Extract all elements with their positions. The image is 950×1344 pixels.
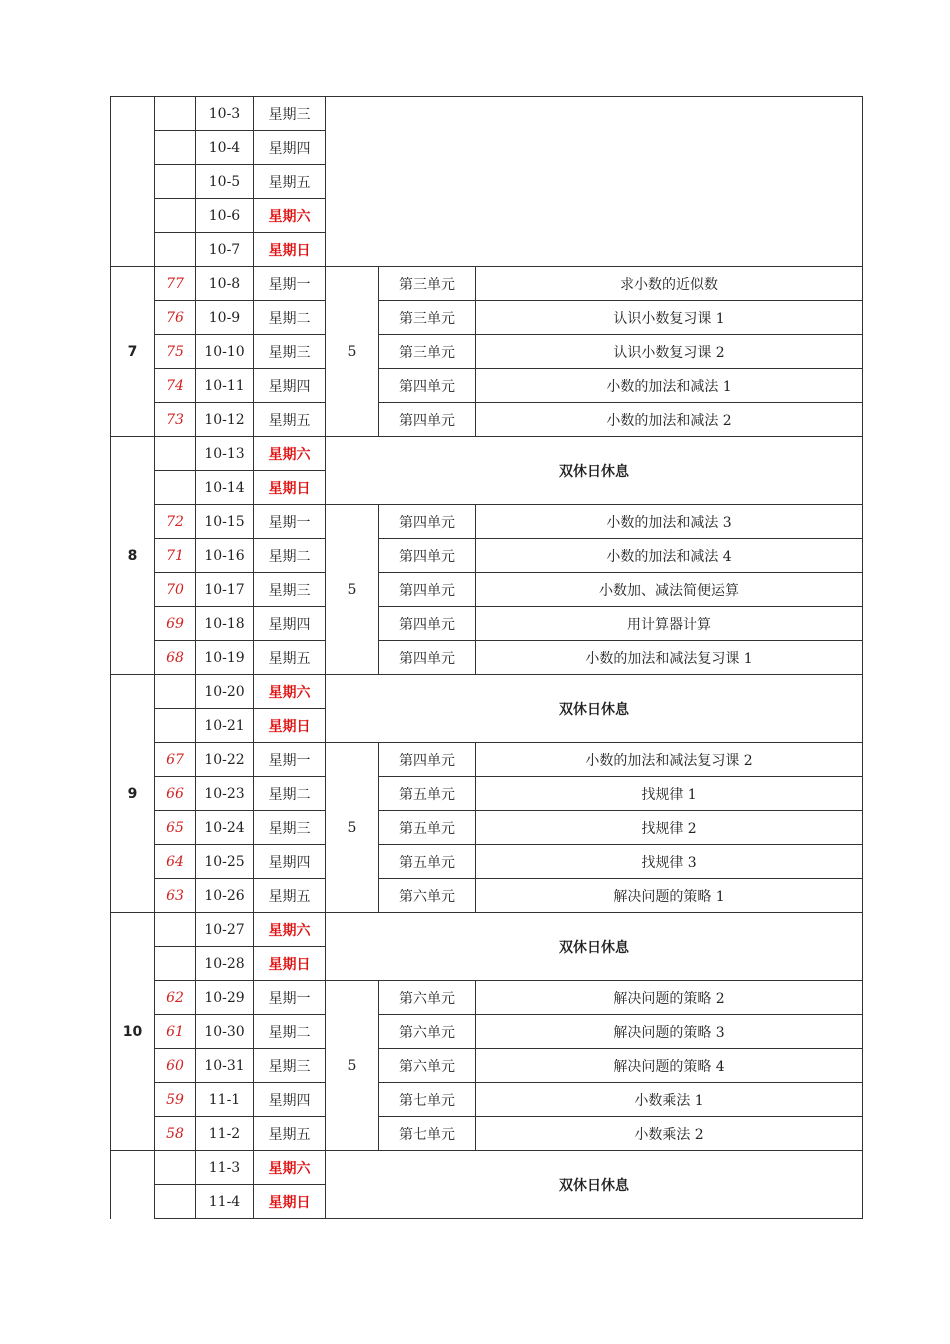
countdown-cell: 66 <box>155 777 196 811</box>
schedule-table <box>110 96 863 1219</box>
countdown-cell: 59 <box>155 1083 196 1117</box>
table-row <box>111 743 863 777</box>
lesson-count-cell: 5 <box>326 267 379 437</box>
countdown-cell <box>155 709 196 743</box>
countdown-cell <box>155 97 196 131</box>
lesson-cell: 解决问题的策略 3 <box>476 1015 863 1049</box>
unit-cell: 第六单元 <box>379 1015 476 1049</box>
week-number-cell: 9 <box>111 675 155 913</box>
lesson-cell: 小数的加法和减法 2 <box>476 403 863 437</box>
lesson-count-cell: 5 <box>326 505 379 675</box>
weekend-rest-cell: 双休日休息 <box>326 437 863 505</box>
weekend-rest-cell: 双休日休息 <box>326 913 863 981</box>
table-row <box>111 335 863 369</box>
table-row <box>111 539 863 573</box>
countdown-cell: 72 <box>155 505 196 539</box>
countdown-cell: 77 <box>155 267 196 301</box>
date-cell: 10-22 <box>196 743 254 777</box>
lesson-cell: 找规律 1 <box>476 777 863 811</box>
weekday-cell: 星期三 <box>254 573 326 607</box>
weekday-cell: 星期一 <box>254 981 326 1015</box>
weekday-cell: 星期一 <box>254 505 326 539</box>
lesson-count-cell: 5 <box>326 743 379 913</box>
weekend-day-cell: 星期日 <box>254 947 326 981</box>
date-cell: 10-24 <box>196 811 254 845</box>
weekday-cell: 星期四 <box>254 845 326 879</box>
weekend-day-cell: 星期日 <box>254 471 326 505</box>
week-number-cell: 8 <box>111 437 155 675</box>
unit-cell: 第四单元 <box>379 403 476 437</box>
weekday-cell: 星期三 <box>254 97 326 131</box>
weekend-day-cell: 星期六 <box>254 199 326 233</box>
weekday-cell: 星期五 <box>254 165 326 199</box>
countdown-cell: 70 <box>155 573 196 607</box>
countdown-cell: 73 <box>155 403 196 437</box>
lesson-cell: 小数的加法和减法 1 <box>476 369 863 403</box>
weekend-day-cell: 星期日 <box>254 1185 326 1219</box>
unit-cell: 第六单元 <box>379 981 476 1015</box>
unit-cell: 第三单元 <box>379 267 476 301</box>
lesson-cell: 小数的加法和减法复习课 1 <box>476 641 863 675</box>
weekend-rest-cell: 双休日休息 <box>326 1151 863 1219</box>
countdown-cell: 68 <box>155 641 196 675</box>
lesson-cell: 小数加、减法简便运算 <box>476 573 863 607</box>
table-row <box>111 845 863 879</box>
weekday-cell: 星期二 <box>254 777 326 811</box>
table-row <box>111 913 863 947</box>
date-cell: 10-4 <box>196 131 254 165</box>
weekday-cell: 星期五 <box>254 1117 326 1151</box>
unit-cell: 第四单元 <box>379 505 476 539</box>
countdown-cell: 61 <box>155 1015 196 1049</box>
date-cell: 10-20 <box>196 675 254 709</box>
unit-cell: 第七单元 <box>379 1117 476 1151</box>
lesson-cell: 求小数的近似数 <box>476 267 863 301</box>
table-row <box>111 403 863 437</box>
countdown-cell: 62 <box>155 981 196 1015</box>
date-cell: 10-30 <box>196 1015 254 1049</box>
countdown-cell <box>155 913 196 947</box>
unit-cell: 第四单元 <box>379 641 476 675</box>
countdown-cell: 74 <box>155 369 196 403</box>
date-cell: 10-17 <box>196 573 254 607</box>
weekday-cell: 星期四 <box>254 607 326 641</box>
countdown-cell <box>155 947 196 981</box>
table-row <box>111 437 863 471</box>
weekday-cell: 星期二 <box>254 301 326 335</box>
countdown-cell <box>155 165 196 199</box>
week-number-cell <box>111 97 155 267</box>
weekend-day-cell: 星期日 <box>254 709 326 743</box>
date-cell: 10-7 <box>196 233 254 267</box>
lesson-cell: 解决问题的策略 2 <box>476 981 863 1015</box>
date-cell: 10-10 <box>196 335 254 369</box>
date-cell: 11-2 <box>196 1117 254 1151</box>
table-row <box>111 981 863 1015</box>
week-number-cell: 7 <box>111 267 155 437</box>
weekday-cell: 星期三 <box>254 1049 326 1083</box>
date-cell: 10-16 <box>196 539 254 573</box>
table-row <box>111 505 863 539</box>
countdown-cell: 64 <box>155 845 196 879</box>
lesson-cell: 找规律 3 <box>476 845 863 879</box>
unit-cell: 第四单元 <box>379 573 476 607</box>
week-number-cell: 10 <box>111 913 155 1151</box>
weekend-day-cell: 星期日 <box>254 233 326 267</box>
countdown-cell: 75 <box>155 335 196 369</box>
date-cell: 10-6 <box>196 199 254 233</box>
table-row <box>111 641 863 675</box>
date-cell: 11-4 <box>196 1185 254 1219</box>
weekday-cell: 星期二 <box>254 539 326 573</box>
weekday-cell: 星期五 <box>254 641 326 675</box>
table-row <box>111 97 863 131</box>
weekday-cell: 星期四 <box>254 131 326 165</box>
lesson-cell: 找规律 2 <box>476 811 863 845</box>
date-cell: 11-1 <box>196 1083 254 1117</box>
countdown-cell: 60 <box>155 1049 196 1083</box>
table-row <box>111 301 863 335</box>
date-cell: 10-26 <box>196 879 254 913</box>
table-row <box>111 1083 863 1117</box>
date-cell: 10-13 <box>196 437 254 471</box>
date-cell: 10-9 <box>196 301 254 335</box>
date-cell: 10-15 <box>196 505 254 539</box>
table-row <box>111 879 863 913</box>
countdown-cell: 69 <box>155 607 196 641</box>
date-cell: 10-27 <box>196 913 254 947</box>
countdown-cell <box>155 233 196 267</box>
unit-cell: 第五单元 <box>379 845 476 879</box>
countdown-cell <box>155 675 196 709</box>
week-number-cell <box>111 1151 155 1219</box>
unit-cell: 第三单元 <box>379 301 476 335</box>
table-row <box>111 811 863 845</box>
table-row <box>111 573 863 607</box>
weekday-cell: 星期四 <box>254 369 326 403</box>
weekday-cell: 星期五 <box>254 879 326 913</box>
weekday-cell: 星期三 <box>254 811 326 845</box>
table-row <box>111 607 863 641</box>
date-cell: 10-5 <box>196 165 254 199</box>
lesson-cell: 小数的加法和减法 4 <box>476 539 863 573</box>
date-cell: 10-29 <box>196 981 254 1015</box>
date-cell: 10-19 <box>196 641 254 675</box>
date-cell: 10-8 <box>196 267 254 301</box>
weekend-day-cell: 星期六 <box>254 437 326 471</box>
weekday-cell: 星期二 <box>254 1015 326 1049</box>
date-cell: 10-11 <box>196 369 254 403</box>
lesson-cell: 小数乘法 2 <box>476 1117 863 1151</box>
unit-cell: 第四单元 <box>379 743 476 777</box>
countdown-cell <box>155 131 196 165</box>
countdown-cell <box>155 199 196 233</box>
date-cell: 10-12 <box>196 403 254 437</box>
table-row <box>111 1117 863 1151</box>
table-row <box>111 777 863 811</box>
empty-block <box>326 97 863 267</box>
table-row <box>111 1015 863 1049</box>
table-row <box>111 369 863 403</box>
date-cell: 10-14 <box>196 471 254 505</box>
countdown-cell: 76 <box>155 301 196 335</box>
date-cell: 10-31 <box>196 1049 254 1083</box>
unit-cell: 第五单元 <box>379 811 476 845</box>
countdown-cell: 63 <box>155 879 196 913</box>
countdown-cell <box>155 437 196 471</box>
weekend-day-cell: 星期六 <box>254 913 326 947</box>
date-cell: 10-28 <box>196 947 254 981</box>
countdown-cell <box>155 471 196 505</box>
weekend-rest-cell: 双休日休息 <box>326 675 863 743</box>
lesson-cell: 解决问题的策略 1 <box>476 879 863 913</box>
unit-cell: 第四单元 <box>379 369 476 403</box>
lesson-cell: 小数的加法和减法 3 <box>476 505 863 539</box>
lesson-cell: 解决问题的策略 4 <box>476 1049 863 1083</box>
lesson-cell: 认识小数复习课 1 <box>476 301 863 335</box>
countdown-cell <box>155 1185 196 1219</box>
weekend-day-cell: 星期六 <box>254 675 326 709</box>
date-cell: 10-21 <box>196 709 254 743</box>
date-cell: 10-3 <box>196 97 254 131</box>
countdown-cell: 71 <box>155 539 196 573</box>
lesson-cell: 小数的加法和减法复习课 2 <box>476 743 863 777</box>
lesson-count-cell: 5 <box>326 981 379 1151</box>
unit-cell: 第四单元 <box>379 539 476 573</box>
table-row <box>111 1049 863 1083</box>
weekday-cell: 星期一 <box>254 267 326 301</box>
countdown-cell: 58 <box>155 1117 196 1151</box>
unit-cell: 第四单元 <box>379 607 476 641</box>
unit-cell: 第三单元 <box>379 335 476 369</box>
countdown-cell <box>155 1151 196 1185</box>
weekday-cell: 星期四 <box>254 1083 326 1117</box>
date-cell: 10-23 <box>196 777 254 811</box>
unit-cell: 第六单元 <box>379 879 476 913</box>
weekday-cell: 星期一 <box>254 743 326 777</box>
unit-cell: 第六单元 <box>379 1049 476 1083</box>
date-cell: 10-18 <box>196 607 254 641</box>
weekend-day-cell: 星期六 <box>254 1151 326 1185</box>
lesson-cell: 认识小数复习课 2 <box>476 335 863 369</box>
date-cell: 11-3 <box>196 1151 254 1185</box>
lesson-cell: 用计算器计算 <box>476 607 863 641</box>
weekday-cell: 星期五 <box>254 403 326 437</box>
weekday-cell: 星期三 <box>254 335 326 369</box>
table-row <box>111 675 863 709</box>
lesson-cell: 小数乘法 1 <box>476 1083 863 1117</box>
table-row <box>111 1151 863 1185</box>
date-cell: 10-25 <box>196 845 254 879</box>
table-row <box>111 267 863 301</box>
countdown-cell: 65 <box>155 811 196 845</box>
unit-cell: 第七单元 <box>379 1083 476 1117</box>
countdown-cell: 67 <box>155 743 196 777</box>
unit-cell: 第五单元 <box>379 777 476 811</box>
